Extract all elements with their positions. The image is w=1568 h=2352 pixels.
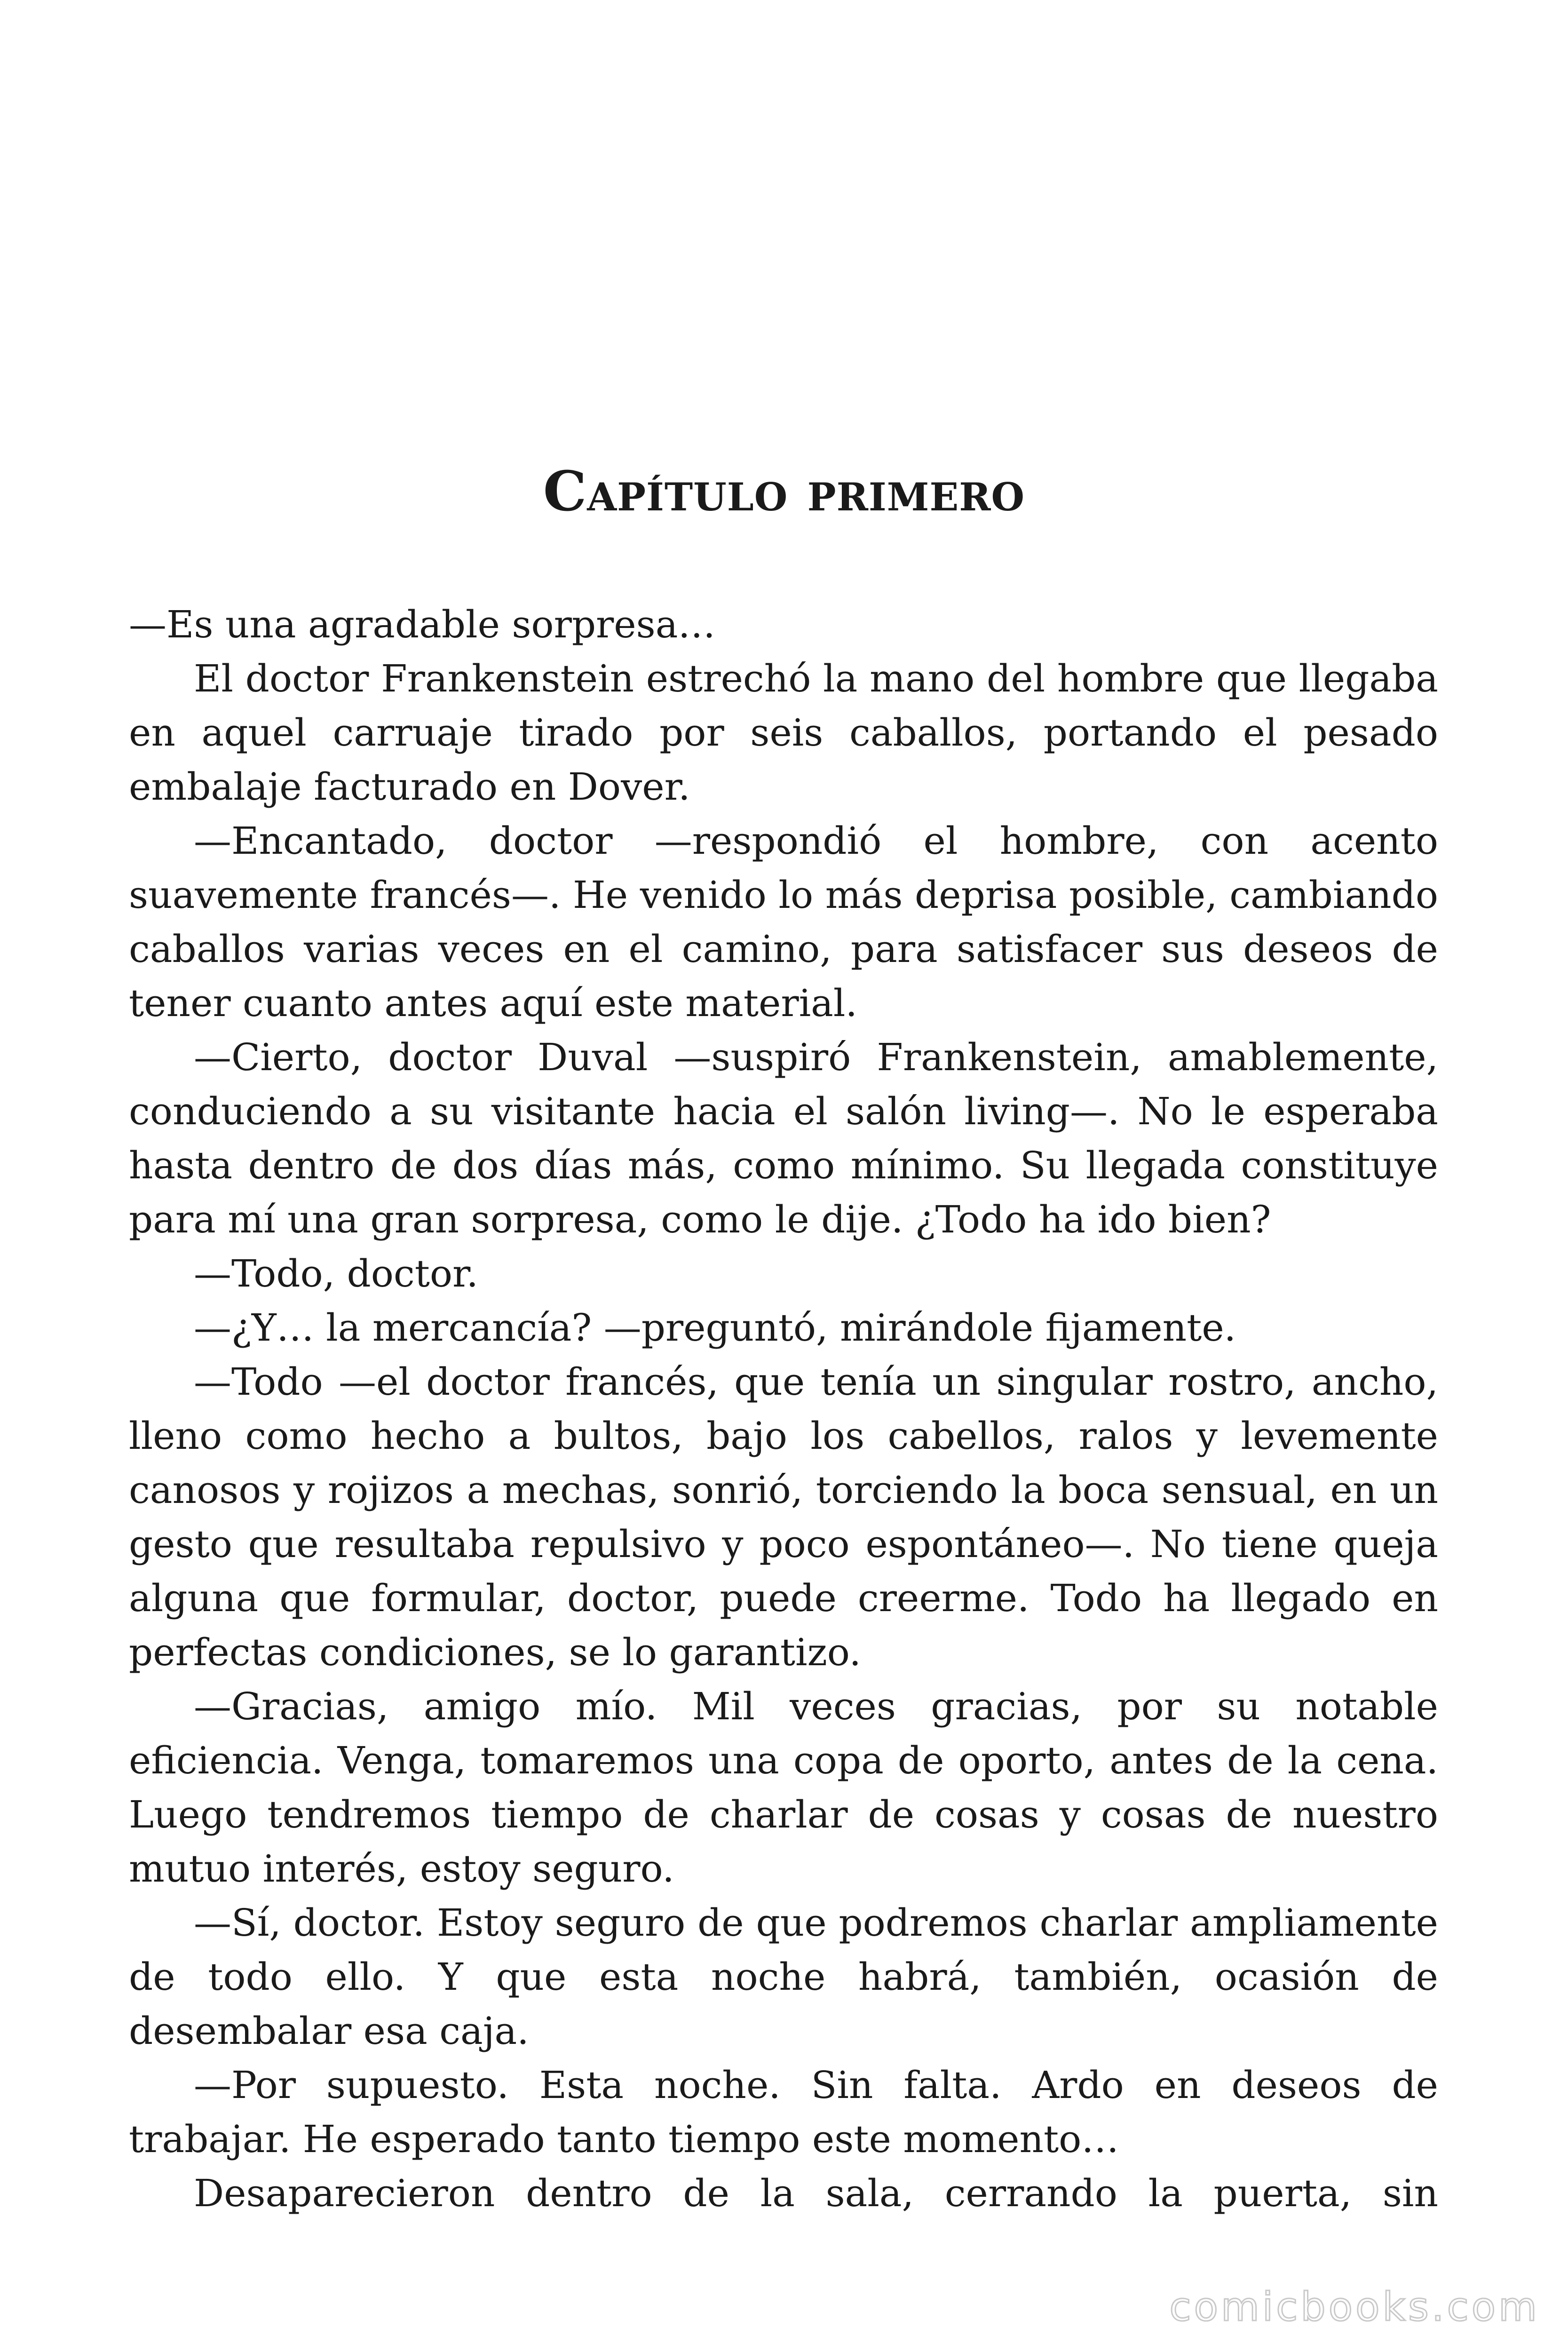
paragraph-1: —Es una agradable sorpresa… (129, 603, 716, 646)
paragraph-7: —Todo —el doctor francés, que tenía un singular rostro, ancho, lleno como hecho a bultos, bajo los cabellos, ralos y levemente canosos y rojizos a mechas, sonrió, torciendo la boca sensual, en un gesto que resultaba repulsivo y poco espontáneo—. No tiene queja alguna que formular, doctor, puede creerme. Todo ha llegado en perfectas condiciones, se lo garantizo. (129, 1360, 1438, 1674)
paragraph-5: —Todo, doctor. (194, 1252, 478, 1295)
paragraph-11: Desaparecieron dentro de la sala, cerrando la puerta, sin (194, 2171, 1438, 2215)
paragraph-3: —Encantado, doctor —respondió el hombre, con acento suavemente francés—. He venido lo más deprisa posible, cambiando caballos varias veces en el camino, para satisfacer sus deseos de tener cuanto antes aquí este material. (129, 819, 1438, 1025)
chapter-body (129, 597, 1438, 2220)
paragraph-6: —¿Y… la mercancía? —preguntó, mirándole fijamente. (194, 1306, 1236, 1350)
paragraph-8: —Gracias, amigo mío. Mil veces gracias, por su notable eficiencia. Venga, tomaremos una copa de oporto, antes de la cena. Luego tendremos tiempo de charlar de cosas y cosas de nuestro mutuo interés, estoy seguro. (129, 1685, 1438, 1891)
watermark-text: comicbooks.com (1169, 2284, 1540, 2330)
chapter-title: Capítulo primero (543, 460, 1025, 524)
paragraph-10: —Por supuesto. Esta noche. Sin falta. Ardo en deseos de trabajar. He esperado tanto tiempo este momento… (129, 2063, 1438, 2161)
paragraph-4: —Cierto, doctor Duval —suspiró Frankenstein, amablemente, conduciendo a su visitante hacia el salón living—. No le esperaba hasta dentro de dos días más, como mínimo. Su llegada constituye para mí una gran sorpresa, como le dije. ¿Todo ha ido bien? (129, 1035, 1438, 1241)
paragraph-9: —Sí, doctor. Estoy seguro de que podremos charlar ampliamente de todo ello. Y que esta noche habrá, también, ocasión de desembalar esa caja. (129, 1901, 1438, 2053)
paragraph-2: El doctor Frankenstein estrechó la mano del hombre que llegaba en aquel carruaje tirado por seis caballos, portando el pesado embalaje facturado en Dover. (129, 657, 1438, 809)
